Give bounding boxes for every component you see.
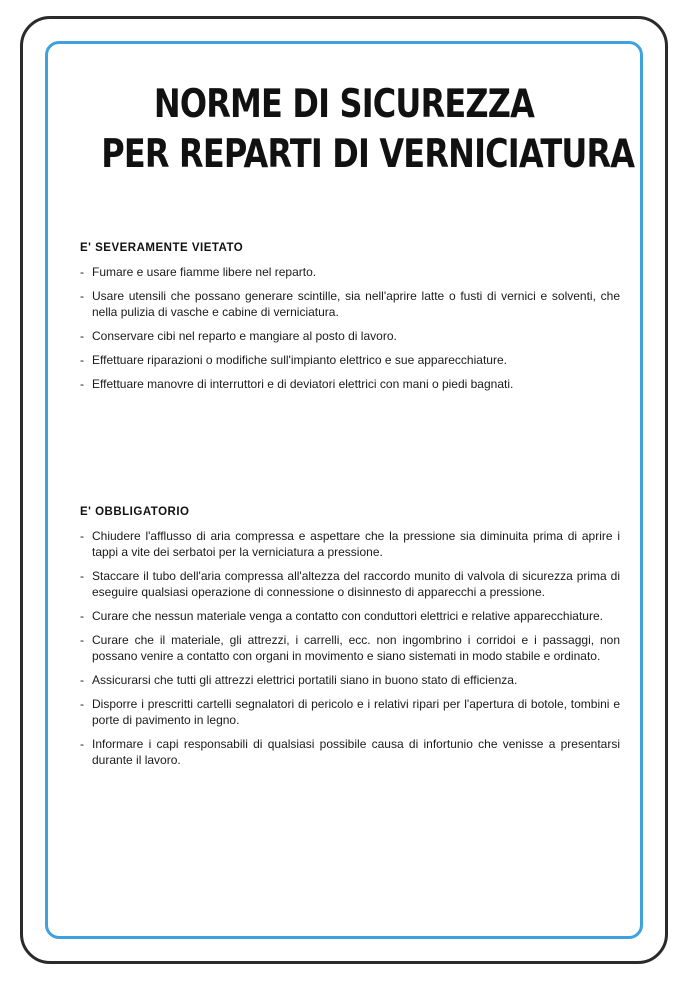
mandatory-item: - Curare che nessun materiale venga a contatto con conduttori elettrici e relative apparecchiature. (80, 608, 620, 624)
mandatory-section (80, 504, 620, 776)
sign-title (101, 80, 635, 180)
mandatory-item: - Assicurarsi che tutti gli attrezzi elettrici portatili siano in buono stato di efficienza. (80, 672, 620, 688)
sign-title-line2: PER REPARTI DI VERNICIATURA (101, 132, 635, 177)
mandatory-item: - Curare che il materiale, gli attrezzi, i carrelli, ecc. non ingombrino i corridoi e i passaggi, non possano venire a contatto con organi in movimento e siano sistemati in modo stabile e ordinato. (80, 632, 620, 664)
safety-sign (20, 16, 668, 964)
forbidden-item: - Fumare e usare fiamme libere nel reparto. (80, 264, 620, 280)
sign-inner-frame (45, 41, 643, 939)
mandatory-item: - Staccare il tubo dell'aria compressa all'altezza del raccordo munito di valvola di sicurezza prima di eseguire qualsiasi operazione di connessione o disinnesto di apparecchi a pressione. (80, 568, 620, 600)
forbidden-list (80, 264, 620, 392)
forbidden-heading: E' SEVERAMENTE VIETATO (80, 242, 244, 254)
mandatory-list (80, 528, 620, 768)
forbidden-item: - Usare utensili che possano generare scintille, sia nell'aprire latte o fusti di vernici e solventi, che nella pulizia di vasche e cabine di verniciatura. (80, 288, 620, 320)
forbidden-item: - Effettuare manovre di interruttori e di deviatori elettrici con mani o piedi bagnati. (80, 376, 620, 392)
mandatory-item: - Chiudere l'afflusso di aria compressa e aspettare che la pressione sia diminuita prima di aprire i tappi a vite dei serbatoi per la verniciatura a pressione. (80, 528, 620, 560)
forbidden-section (80, 240, 620, 400)
forbidden-item: - Conservare cibi nel reparto e mangiare al posto di lavoro. (80, 328, 620, 344)
mandatory-item: - Disporre i prescritti cartelli segnalatori di pericolo e i relativi ripari per l'apertura di botole, tombini e porte di pavimento in legno. (80, 696, 620, 728)
mandatory-heading: E' OBBLIGATORIO (80, 506, 190, 518)
forbidden-item: - Effettuare riparazioni o modifiche sull'impianto elettrico e sue apparecchiature. (80, 352, 620, 368)
mandatory-item: - Informare i capi responsabili di qualsiasi possibile causa di infortunio che venisse a presentarsi durante il lavoro. (80, 736, 620, 768)
sign-title-line1: NORME DI SICUREZZA (153, 82, 535, 127)
